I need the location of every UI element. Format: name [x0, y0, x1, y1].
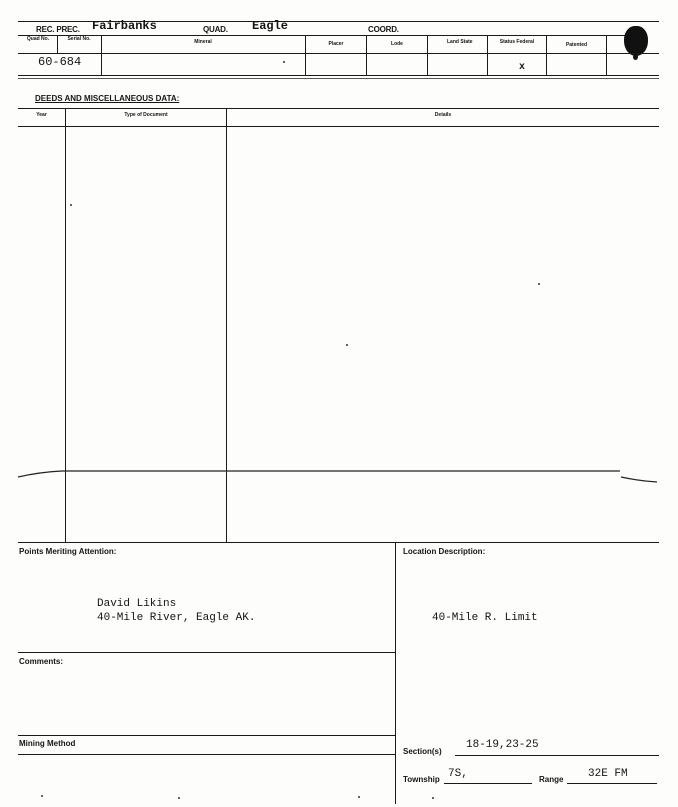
points-label: Points Meriting Attention:: [19, 547, 117, 556]
mining-top-rule: [18, 735, 395, 736]
col-year: Year: [36, 112, 47, 118]
section-underline: [455, 755, 659, 756]
location-value: 40-Mile R. Limit: [432, 612, 538, 624]
header-rule: [18, 35, 642, 36]
township-label: Township: [403, 775, 440, 784]
rec-prec-label: REC. PREC.: [36, 25, 80, 34]
col-placer: Placer: [328, 41, 344, 47]
divider-placer-lode: [366, 35, 367, 75]
col-land-state: Land State: [447, 39, 473, 45]
section-value: 18-19,23-25: [466, 739, 539, 751]
col-type-of-document: Type of Document: [124, 112, 168, 118]
divider-mineral-placer: [305, 35, 306, 75]
mining-method-label: Mining Method: [19, 739, 76, 748]
ink-drip: [633, 54, 638, 60]
range-underline: [567, 783, 657, 784]
speck: [432, 797, 434, 799]
col-details: Details: [434, 112, 452, 118]
deeds-bottom-rule: [18, 542, 659, 543]
township-value: 7S,: [448, 768, 468, 780]
top-table-under-rule: [18, 78, 659, 79]
divider-land-status: [487, 35, 488, 75]
top-table-bottom-rule: [18, 75, 659, 76]
speck: [346, 344, 348, 346]
coord-label: COORD.: [368, 25, 399, 34]
col-status-federal: Status Federal: [499, 39, 535, 45]
range-value: 32E FM: [588, 768, 628, 780]
deeds-section-title: DEEDS AND MISCELLANEOUS DATA:: [35, 94, 180, 103]
divider-lode-land: [427, 35, 428, 75]
range-label: Range: [539, 775, 564, 784]
ink-blot: [624, 26, 648, 56]
quad-value: Eagle: [252, 19, 289, 33]
location-label: Location Description:: [403, 547, 486, 556]
speck: [41, 795, 43, 797]
col-patented: Patented: [565, 42, 588, 48]
divider-status-patented: [546, 35, 547, 75]
mining-bottom-rule: [18, 754, 395, 755]
township-underline: [444, 783, 532, 784]
col-quad-no: Quad No.: [26, 36, 50, 42]
quad-no-value: 60-684: [38, 55, 82, 69]
top-table-header-rule: [18, 53, 659, 54]
col-mineral: Mineral: [194, 39, 212, 45]
col-lode: Lode: [391, 41, 403, 47]
speck: [358, 796, 360, 798]
points-line1: David Likins: [97, 598, 177, 610]
deeds-header-top-rule: [18, 108, 659, 109]
speck: [538, 283, 540, 285]
status-federal-mark: x: [519, 62, 526, 73]
points-line2: 40-Mile River, Eagle AK.: [97, 612, 256, 624]
section-label: Section(s): [403, 747, 442, 756]
speck: [178, 797, 180, 799]
divider-patented-end: [606, 35, 607, 75]
speck: [283, 61, 285, 63]
comments-top-rule: [18, 652, 395, 653]
quad-label: QUAD.: [203, 25, 228, 34]
bottom-center-divider: [395, 542, 396, 804]
comments-label: Comments:: [19, 657, 64, 666]
speck: [70, 204, 72, 206]
col-serial-no: Serial No.: [67, 36, 91, 42]
rec-prec-value: Fairbanks: [92, 19, 157, 33]
fold-line: [0, 460, 678, 490]
deeds-header-bottom-rule: [18, 126, 659, 127]
